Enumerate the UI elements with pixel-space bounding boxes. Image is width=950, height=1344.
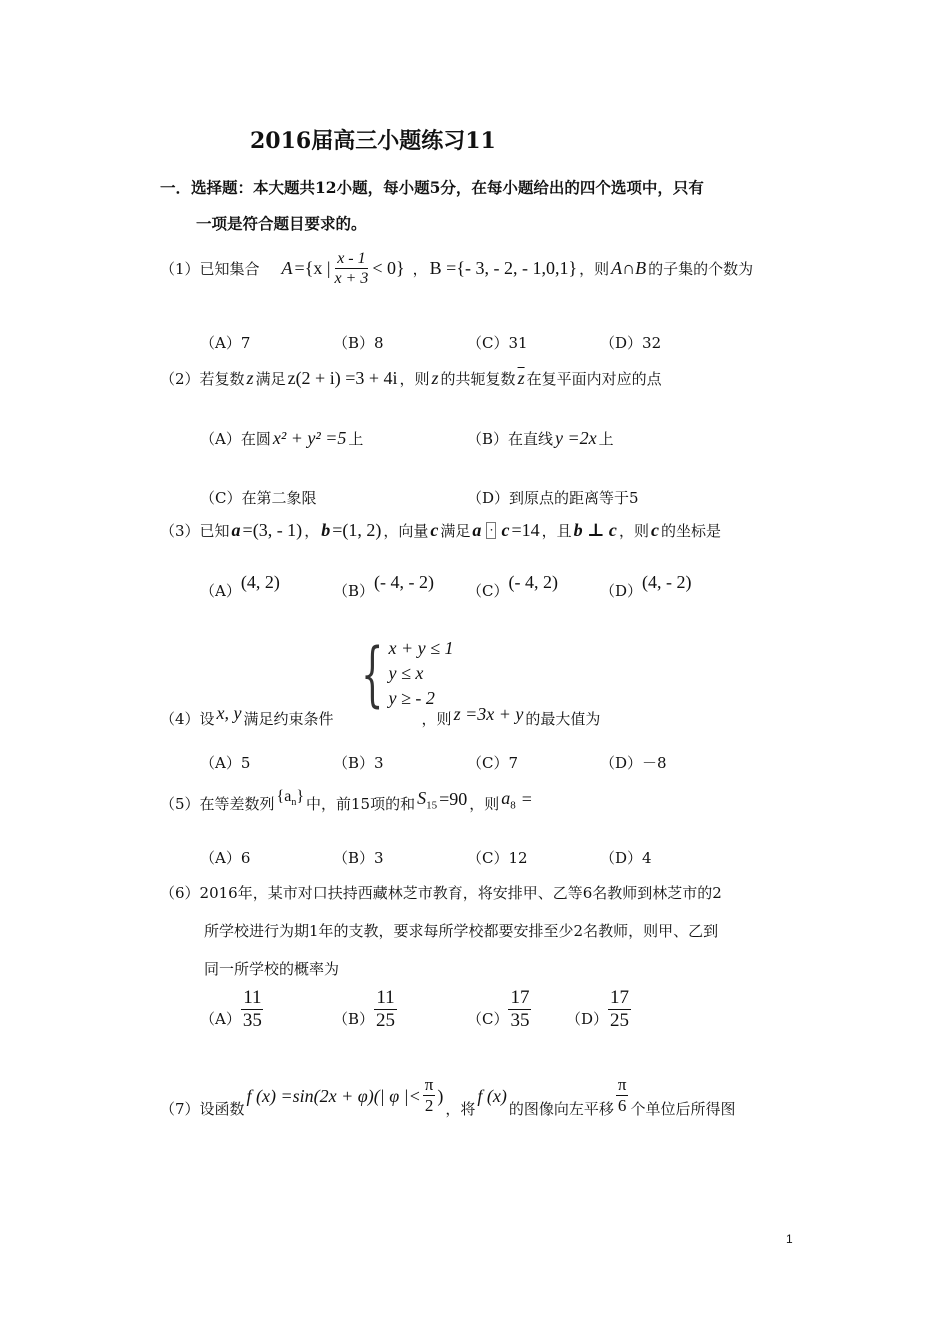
q2-z2: z [431,368,439,388]
q5-a8-eq: = [521,789,532,810]
q6-option-c [467,988,531,1033]
q4-objective: z =3x + y [453,704,524,724]
q3-vector-b-value: =(1, 2) [332,520,382,540]
q6-option-a [200,988,264,1033]
q4-suffix: 的最大值为 [525,710,601,728]
q2-opt-b-post: 上 [598,430,614,448]
q3-vector-c2: c [650,520,659,540]
q4-constraint-system [350,632,454,715]
q5-mid1: 中，前15项的和 [306,795,416,814]
q1-option-d: （D）32 [600,334,662,352]
q2-option-d: （D）到原点的距离等于5 [467,489,639,507]
q7-pi-num: π [424,1075,434,1095]
q6-line-1: （6）2016年，某市对口扶持西藏林芝市教育，将安排甲、乙等6名教师到林芝市的2 [160,884,722,902]
q7-close: ) [437,1086,444,1106]
q5-sum-sub: 15 [426,799,438,812]
q1-sep1: ， [412,260,428,279]
q6-opt-b-den: 25 [376,1009,396,1031]
q6-opt-a-den: 35 [242,1009,262,1031]
q4-option-d: （D）－8 [600,754,667,772]
q5-sum-value: =90 [439,789,468,810]
q3-mid3: ，且 [541,522,572,540]
q3-opt-a-label: （A） [200,582,241,600]
q3-dot-c: c [501,520,510,540]
q7-mid2: 的图像向左平移 [508,1100,614,1118]
q3-vector-c: c [430,520,439,540]
q6-opt-c-label: （C） [467,1009,509,1028]
q2-prefix: （2）若复数 [160,370,245,388]
q2-suffix: 在复平面内对应的点 [526,370,662,388]
q4-option-a: （A）5 [200,754,251,772]
q6-opt-a-num: 11 [243,987,262,1008]
q4-option-c: （C）7 [467,754,519,772]
q1-set-a-eq: ={x | [294,258,331,279]
question-5 [160,787,532,816]
q7-pi-over-6 [616,1076,629,1116]
q4-constraints [389,638,454,709]
question-4 [160,703,601,729]
q6-line-2: 所学校进行为期1年的支教，要求每所学校都要安排至少2名教师，则甲、乙到 [204,922,719,940]
q6-opt-c-num: 17 [510,987,530,1008]
q4-option-b: （B）3 [333,754,384,772]
q3-sep1: ， [304,522,320,540]
q1-option-a: （A）7 [200,334,251,352]
q2-opt-a-post: 上 [348,430,364,448]
q3-opt-d-value: (4, - 2) [642,572,692,592]
q5-sequence [277,788,304,808]
q3-opt-d-label: （D） [600,582,643,600]
q1-prefix: （1）已知集合 [160,260,260,279]
q3-dot-symbol: ⋅ [486,522,496,539]
q1-option-b: （B）8 [333,334,384,352]
question-3 [160,520,721,541]
q2-option-a [200,428,363,449]
q2-opt-b-pre: （B）在直线 [467,430,554,448]
q3-option-b [333,572,435,601]
q2-option-b [467,428,614,449]
q6-option-d [566,988,631,1033]
q7-prefix: （7）设函数 [160,1100,245,1118]
question-1 [160,250,753,288]
q2-opt-a-pre: （A）在圆 [200,430,271,448]
q3-dot-a: a [472,520,482,540]
question-2 [160,368,662,389]
q5-option-c: （C）12 [467,849,528,867]
q3-vector-a-value: =(3, - 1) [242,520,303,540]
q1-set-a-fraction [332,250,370,288]
q4-constraint-1: x + y ≤ 1 [388,638,454,658]
section-heading-line1: 一．选择题：本大题共12小题，每小题5分，在每小题给出的四个选项中，只有 [160,178,704,197]
q1-sep2: ，则 [579,260,610,279]
q7-shift-num: π [617,1075,627,1095]
q5-a8-a: a [501,788,511,808]
q1-set-a-tail: < 0} [372,258,405,279]
q5-option-d: （D）4 [600,849,652,867]
q6-line-3: 同一所学校的概率为 [204,960,340,978]
q3-option-a [200,572,280,601]
q1-frac-den: x + 3 [334,269,369,287]
q6-opt-d-num: 17 [610,987,630,1008]
q3-option-c [467,572,558,601]
q3-mid2: 满足 [440,522,471,540]
q6-opt-d-fraction [608,988,631,1033]
q6-option-b [333,988,397,1033]
q5-option-b: （B）3 [333,849,384,867]
q3-suffix: 的坐标是 [660,522,721,540]
q5-seq-open: {a [276,787,292,805]
q7-function: f (x) =sin(2x + φ)(| φ |< [246,1086,421,1106]
q5-seq-sub: n [291,796,297,808]
q4-vars: x, y [216,703,242,723]
q6-opt-a-fraction [241,988,264,1033]
q7-mid1: ，将 [445,1100,476,1118]
q6-opt-c-den: 35 [510,1009,530,1031]
q5-a8-sub: 8 [510,799,516,812]
q7-shift-den: 6 [617,1096,627,1116]
page-title: 2016届高三小题练习11 [250,128,496,154]
q2-zbar: $\overline{z}$ [517,368,525,388]
q5-mid2: ，则 [469,795,500,814]
q1-suffix: 的子集的个数为 [648,260,754,279]
q2-mid1: 满足 [255,370,286,388]
q4-constraint-3: y ≥ - 2 [388,688,435,708]
q6-opt-c-fraction [508,988,531,1033]
page-number: 1 [786,1232,793,1246]
q1-intersection: A∩B [611,258,647,279]
q2-opt-a-math: x² + y² =5 [272,428,347,448]
q5-prefix: （5）在等差数列 [160,795,275,814]
q3-opt-b-label: （B） [333,582,375,600]
q6-opt-a-label: （A） [200,1009,241,1028]
q1-set-a-name: A [281,258,293,279]
q6-opt-b-num: 11 [376,987,395,1008]
q3-dot-value: =14 [511,520,540,540]
q1-option-c: （C）31 [467,334,528,352]
q2-opt-b-math: y =2x [555,428,597,448]
q7-pi-den: 2 [424,1096,434,1116]
q2-mid3: 的共轭复数 [440,370,516,388]
q7-pi-over-2 [423,1076,436,1116]
q3-vector-a: a [231,520,241,540]
q1-set-b: B ={- 3, - 2, - 1,0,1} [429,258,578,279]
q5-a8 [501,788,516,812]
q4-mid2: ，则 [421,710,452,728]
q3-prefix: （3）已知 [160,522,230,540]
q2-equation: z(2 + i) =3 + 4i [287,368,398,388]
q2-z1: z [246,368,254,388]
q6-opt-d-den: 25 [610,1009,630,1031]
question-7 [160,1074,735,1119]
q4-mid1: 满足约束条件 [243,710,334,728]
q3-opt-c-value: (- 4, 2) [508,572,558,592]
q7-fx: f (x) [477,1086,507,1106]
q4-brace: { [361,632,384,715]
section-heading-line2: 一项是符合题目要求的。 [196,214,367,233]
q1-frac-num: x - 1 [337,250,366,267]
q6-opt-b-label: （B） [333,1009,375,1028]
q6-opt-d-label: （D） [566,1009,609,1028]
q3-option-d [600,572,692,601]
q4-constraint-2: y ≤ x [388,663,424,683]
q3-perp: b ⊥ c [573,520,617,540]
q7-suffix: 个单位后所得图 [630,1100,736,1118]
q3-vector-b: b [321,520,331,540]
q6-opt-b-fraction [374,988,397,1033]
q2-mid2: ，则 [399,370,430,388]
q3-opt-c-label: （C） [467,582,509,600]
q4-prefix: （4）设 [160,710,215,728]
q5-option-a: （A）6 [200,849,251,867]
q5-sum [417,788,437,812]
q3-mid1: ，向量 [383,522,429,540]
q3-mid4: ，则 [618,522,649,540]
q5-seq-close: } [296,787,305,805]
q5-sum-s: S [417,788,427,808]
q2-option-c: （C）在第二象限 [200,489,317,507]
q3-opt-a-value: (4, 2) [240,572,280,592]
q3-opt-b-value: (- 4, - 2) [374,572,435,592]
